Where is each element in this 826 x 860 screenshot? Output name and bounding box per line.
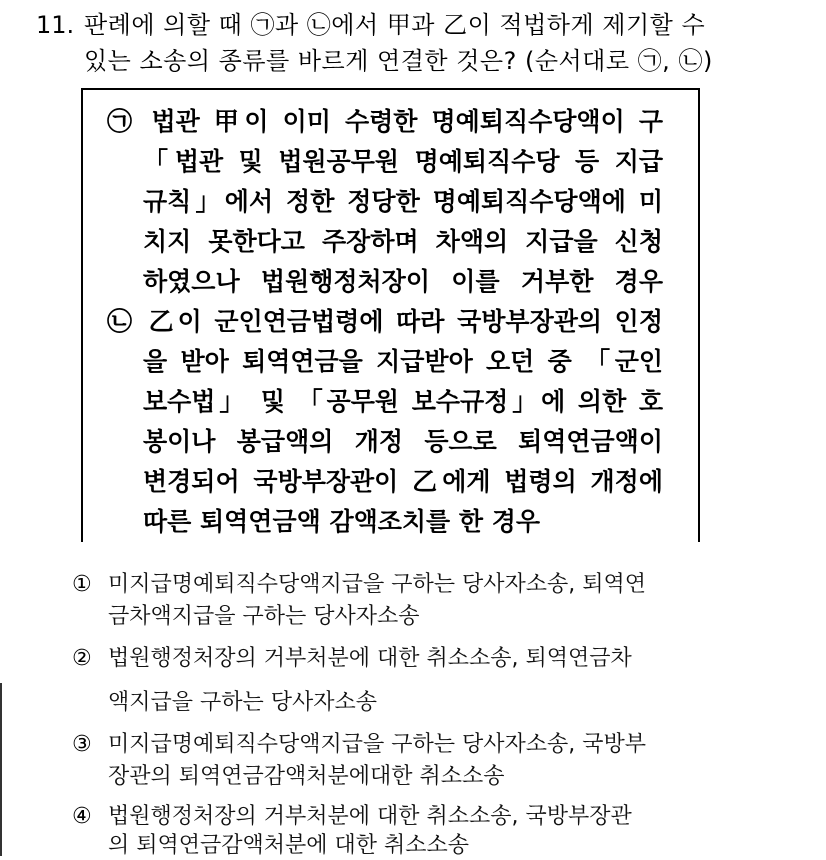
choice-marker: ② (72, 646, 92, 671)
choice-text: 금차액지급을 구하는 당사자소송 (108, 604, 420, 629)
choice-text: 액지급을 구하는 당사자소송 (108, 690, 378, 715)
choice-text: 의 퇴역연금감액처분에 대한 취소소송 (108, 833, 470, 858)
choice-text: 장관의 퇴역연금감액처분에대한 취소소송 (108, 764, 505, 789)
case-a-line: 하였으나 법원행정처장이 이를 거부한 경우 (143, 267, 663, 296)
question-line-1: 판례에 의할 때 ㉠과 ㉡에서 甲과 乙이 적법하게 제기할 수 (84, 11, 706, 39)
choice-text: 미지급명예퇴직수당액지급을 구하는 당사자소송, 국방부 (108, 732, 647, 757)
case-b-line: 을 받아 퇴역연금을 지급받아 오던 중 「군인 (143, 347, 663, 376)
case-a-line: ㉠ 법관 甲이 이미 수령한 명예퇴직수당액이 구 (107, 107, 663, 136)
choice-marker: ③ (72, 732, 92, 757)
question-line-2: 있는 소송의 종류를 바르게 연결한 것은? (순서대로 ㉠, ㉡) (84, 47, 713, 75)
case-b-line: ㉡ 乙이 군인연금법령에 따라 국방부장관의 인정 (107, 307, 663, 336)
choice-text: 법원행정처장의 거부처분에 대한 취소소송, 퇴역연금차 (108, 646, 632, 671)
choice-text: 미지급명예퇴직수당액지급을 구하는 당사자소송, 퇴역연 (108, 572, 647, 597)
choice-marker: ① (72, 572, 92, 597)
question-number: 11. (36, 11, 75, 39)
choice-text: 법원행정처장의 거부처분에 대한 취소소송, 국방부장관 (108, 804, 632, 829)
case-b-line: 보수법」 및 「공무원 보수규정」에 의한 호 (143, 387, 663, 416)
case-box (81, 88, 700, 542)
case-a-line: 규칙」에서 정한 정당한 명예퇴직수당액에 미 (143, 187, 663, 216)
case-b-line: 봉이나 봉급액의 개정 등으로 퇴역연금액이 (143, 427, 663, 456)
case-b-line: 변경되어 국방부장관이 乙에게 법령의 개정에 (143, 467, 663, 496)
case-a-line: 치지 못한다고 주장하며 차액의 지급을 신청 (143, 227, 663, 256)
column-divider (0, 683, 2, 856)
case-a-line: 「법관 및 법원공무원 명예퇴직수당 등 지급 (143, 147, 663, 176)
choice-marker: ④ (72, 804, 92, 829)
case-b-line: 따른 퇴역연금액 감액조치를 한 경우 (143, 507, 541, 536)
